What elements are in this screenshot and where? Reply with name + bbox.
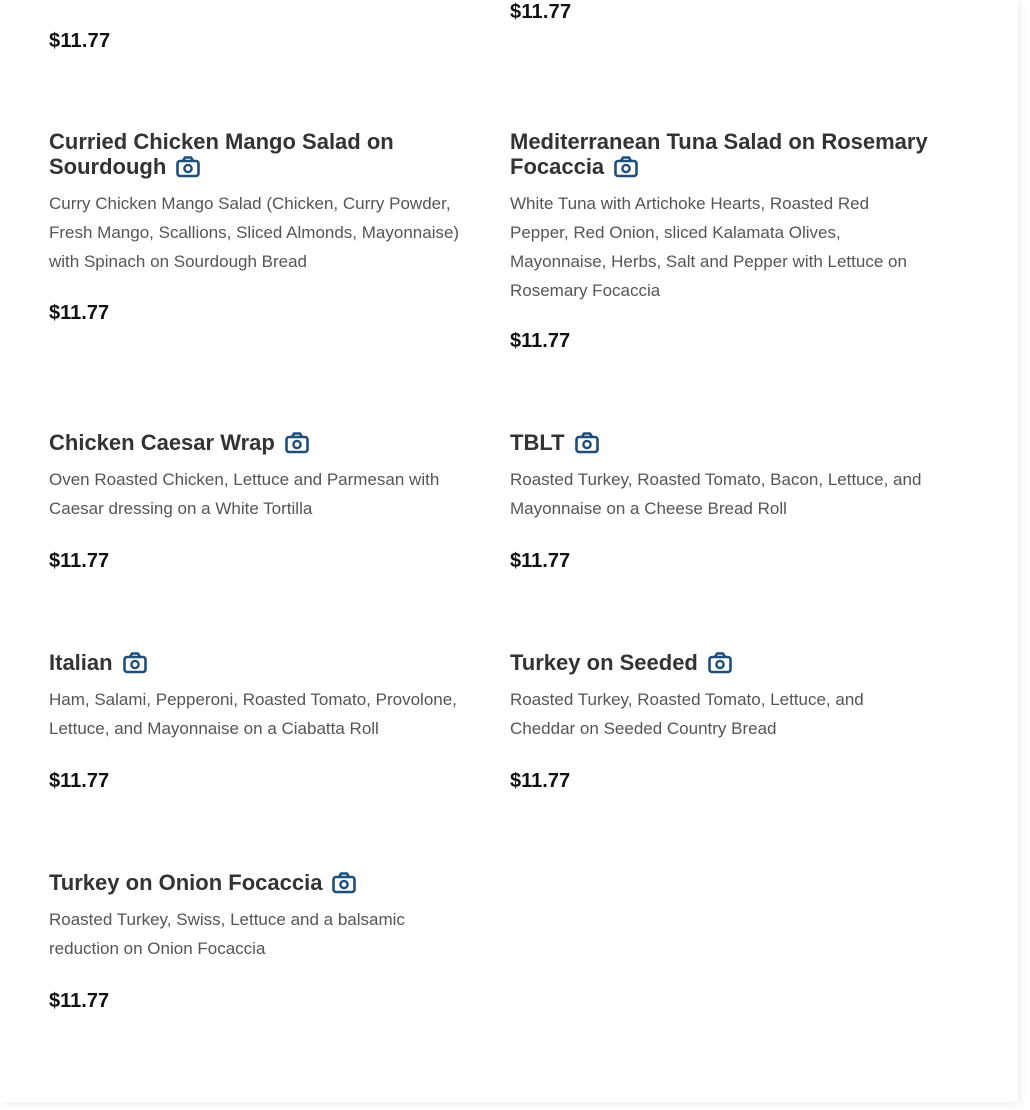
item-title-text: Turkey on Seeded: [510, 650, 698, 676]
item-price: $11.77: [49, 990, 110, 1012]
camera-icon[interactable]: [176, 156, 200, 178]
item-price: $11.77: [510, 550, 571, 572]
item-price: $11.77: [510, 330, 571, 352]
camera-icon[interactable]: [332, 872, 356, 894]
item-title[interactable]: [49, 870, 469, 895]
item-title-text: Curried Chicken Mango Salad on Sourdough: [49, 129, 394, 180]
item-title[interactable]: [49, 650, 469, 675]
camera-icon[interactable]: [123, 652, 147, 674]
item-price: $11.77: [510, 770, 571, 792]
item-price: $11.77: [49, 302, 110, 324]
item-price: $11.77: [49, 770, 110, 792]
item-title-text: Chicken Caesar Wrap: [49, 430, 275, 456]
item-description: Roasted Turkey, Roasted Tomato, Lettuce, and Cheddar on Seeded Country Bread: [510, 690, 864, 739]
menu-item[interactable]: [49, 870, 469, 963]
camera-icon[interactable]: [575, 432, 599, 454]
item-description: White Tuna with Artichoke Hearts, Roasted Red Pepper, Red Onion, sliced Kalamata Olives, Mayonnaise, Herbs, Salt and Pepper with Lettuce on Rosemary Focaccia: [510, 194, 907, 301]
menu-item[interactable]: [510, 129, 930, 305]
item-title-text: TBLT: [510, 430, 565, 456]
camera-icon[interactable]: [285, 432, 309, 454]
item-description: Roasted Turkey, Swiss, Lettuce and a balsamic reduction on Onion Focaccia: [49, 910, 405, 959]
item-title[interactable]: [49, 430, 469, 455]
camera-icon[interactable]: [614, 156, 638, 178]
item-title-text: Turkey on Onion Focaccia: [49, 870, 323, 896]
menu-item[interactable]: [510, 430, 930, 523]
item-title[interactable]: [49, 129, 469, 179]
menu-item[interactable]: [510, 650, 930, 743]
item-price: $11.77: [49, 30, 111, 52]
camera-icon[interactable]: [708, 652, 732, 674]
item-description: Curry Chicken Mango Salad (Chicken, Curry Powder, Fresh Mango, Scallions, Sliced Almonds, Mayonnaise) with Spinach on Sourdough Bread: [49, 194, 460, 272]
menu-item[interactable]: [49, 129, 469, 276]
item-title[interactable]: [510, 129, 930, 179]
menu-item[interactable]: [49, 650, 469, 743]
item-title[interactable]: [510, 650, 930, 675]
item-title[interactable]: [510, 430, 930, 455]
menu-item[interactable]: [49, 430, 469, 523]
item-price: $11.77: [49, 550, 110, 572]
item-title-text: Italian: [49, 650, 113, 676]
item-description: Roasted Turkey, Roasted Tomato, Bacon, Lettuce, and Mayonnaise on a Cheese Bread Roll: [510, 470, 922, 519]
item-description: Ham, Salami, Pepperoni, Roasted Tomato, Provolone, Lettuce, and Mayonnaise on a Ciabatta Roll: [49, 690, 457, 739]
item-description: Oven Roasted Chicken, Lettuce and Parmesan with Caesar dressing on a White Tortilla: [49, 470, 440, 519]
item-title-text: Mediterranean Tuna Salad on Rosemary Focaccia: [510, 129, 928, 180]
item-price: $11.77: [510, 1, 572, 23]
